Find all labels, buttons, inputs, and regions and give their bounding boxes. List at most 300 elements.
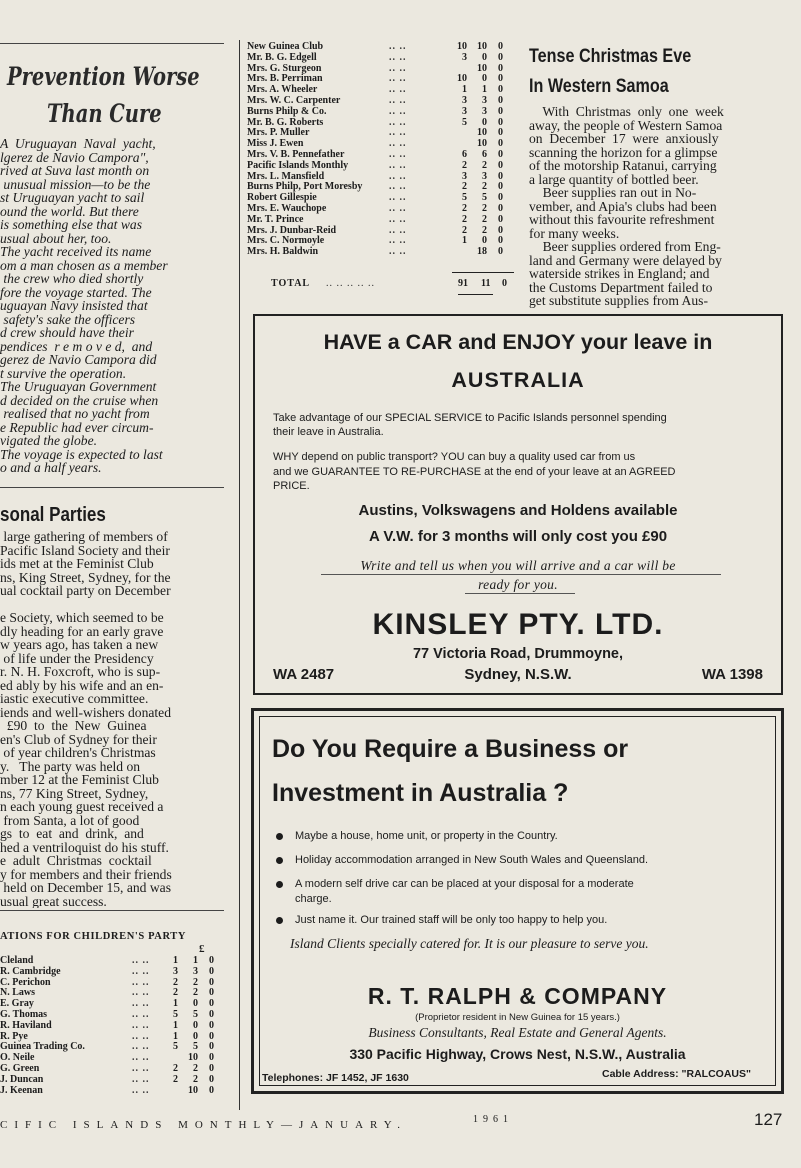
parties-text-line: £90 to the New Guinea <box>0 718 147 733</box>
car-ad-phone-left: WA 2487 <box>273 666 335 683</box>
prevention-text-line: safety's sake the officers <box>0 311 136 327</box>
bullet-text-line1: Just name it. Our trained staff will be only too happy to help you. <box>295 914 608 926</box>
amount-shillings: 0 <box>482 73 487 85</box>
samoa-text-line: With Christmas only one week <box>529 106 724 119</box>
amount-pounds: 3 <box>173 965 178 977</box>
car-ad-paragraph-1 <box>273 411 667 439</box>
amount-pence: 0 <box>209 965 214 977</box>
parties-text-line: n each young guest received a <box>0 799 164 814</box>
amount-pounds: 2 <box>462 224 467 236</box>
amount-pence: 0 <box>498 170 503 182</box>
amount-pence: 0 <box>498 159 503 171</box>
section-rule-1 <box>0 487 224 488</box>
page-number: 127 <box>754 1110 783 1129</box>
car-ad-paragraph-2-line1: WHY depend on public transport? YOU can buy a quality used car from us <box>273 451 636 463</box>
amount-pounds: 6 <box>462 148 467 160</box>
samoa-text-line: of the motorship Ratanui, carrying <box>529 158 717 173</box>
prevention-text-line: ound the world. But there <box>0 203 139 219</box>
subscriber-name: Pacific Islands Monthly <box>247 159 349 171</box>
samoa-text-line: vember, and Apia's clubs had been <box>529 198 717 214</box>
subscriber-name: J. Duncan <box>0 1073 44 1085</box>
subscriber-name: C. Perichon <box>0 976 51 988</box>
subscription-row <box>247 107 503 118</box>
leader-dots: .. .. <box>389 213 407 225</box>
section-rule-2 <box>0 910 224 911</box>
subscriber-name: Burns Philp & Co. <box>247 105 327 117</box>
subscriber-name: Mrs. A. Wheeler <box>247 84 318 96</box>
parties-text-line: held on December 15, and was <box>0 880 171 895</box>
amount-shillings: 10 <box>477 62 487 74</box>
samoa-text-line: land and Germany were delayed by <box>529 252 722 268</box>
subscriber-name: Mrs. W. C. Carpenter <box>247 94 341 106</box>
amount-shillings: 5 <box>193 1041 198 1053</box>
amount-shillings: 5 <box>482 192 487 204</box>
parties-text-line: hed a ventriloquist do his stuff. <box>0 839 169 855</box>
amount-pence: 0 <box>498 94 503 106</box>
currency-symbol: £ <box>199 943 205 955</box>
leader-dots: .. .. <box>132 1062 150 1074</box>
amount-pence: 0 <box>498 192 503 204</box>
subscriber-name: Mrs. E. Wauchope <box>247 202 327 214</box>
car-advertisement <box>253 314 783 695</box>
total-a: 91 <box>458 278 468 289</box>
leader-dots: .. .. <box>132 1019 150 1031</box>
samoa-heading-line2: In Western Samoa <box>529 76 669 97</box>
prevention-text-line: d crew should have their <box>0 325 134 340</box>
subscriber-name: Cleland <box>0 955 34 966</box>
business-ad-island-line: Island Clients specially catered for. It is our pleasure to serve you. <box>290 936 649 951</box>
subscriber-name: Mrs. V. B. Pennefather <box>247 148 345 160</box>
prevention-text-line: gerez de Navio Campora did <box>0 352 157 367</box>
amount-pence: 0 <box>498 127 503 139</box>
leader-dots: .. .. <box>132 1052 150 1064</box>
amount-pence: 0 <box>209 1041 214 1053</box>
amount-pounds: 5 <box>173 1041 178 1053</box>
amount-pence: 0 <box>209 998 214 1010</box>
bullet-text-line1: A modern self drive car can be placed at your disposal for a moderate <box>295 878 634 890</box>
subscriber-name: Mr. T. Prince <box>247 213 304 225</box>
subscription-row <box>0 1021 214 1032</box>
business-ad-headline-line1: Do You Require a Business or <box>272 735 629 763</box>
parties-text-line: y for members and their friends <box>0 866 172 882</box>
amount-shillings: 0 <box>193 998 198 1010</box>
amount-shillings: 2 <box>193 1073 198 1085</box>
amount-shillings: 2 <box>482 181 487 193</box>
amount-shillings: 2 <box>482 224 487 236</box>
car-ad-underline-1 <box>321 574 721 575</box>
car-ad-paragraph-1-line2: their leave in Australia. <box>273 426 384 438</box>
amount-pence: 0 <box>209 1019 214 1031</box>
amount-pence: 0 <box>498 181 503 193</box>
amount-pence: 0 <box>209 1062 214 1074</box>
business-ad-address: 330 Pacific Highway, Crows Nest, N.S.W., Australia <box>349 1046 686 1062</box>
prevention-article-body <box>0 137 224 475</box>
business-ad-business-line: Business Consultants, Real Estate and General Agents. <box>368 1025 667 1040</box>
car-ad-price-line: A V.W. for 3 months will only cost you £90 <box>368 528 668 545</box>
parties-article-body <box>0 530 230 908</box>
amount-pounds: 2 <box>462 213 467 225</box>
leader-dots: .. .. <box>389 127 407 139</box>
article-title-line2: Than Cure <box>47 99 162 128</box>
leader-dots: .. .. <box>389 170 407 182</box>
amount-shillings: 10 <box>477 138 487 150</box>
amount-shillings: 2 <box>482 213 487 225</box>
samoa-text-line: a large quantity of bottled beer. <box>529 171 699 187</box>
leader-dots: .. .. <box>389 224 407 236</box>
leader-dots: .. .. <box>132 1073 150 1085</box>
leader-dots: .. .. <box>132 976 150 988</box>
subscriber-name: R. Pye <box>0 1030 28 1042</box>
total-rule-top <box>452 272 514 273</box>
leader-dots: .. .. <box>389 73 407 85</box>
samoa-text-line: get substitute supplies from Aus- <box>529 293 708 308</box>
amount-pence: 0 <box>498 73 503 85</box>
car-ad-script-line2: ready for you. <box>478 577 558 592</box>
car-ad-underline-2 <box>465 593 575 594</box>
amount-pounds: 2 <box>173 987 178 999</box>
prevention-text-line: usual about her, too. <box>0 230 112 246</box>
prevention-text-line: uguayan Navy insisted that <box>0 298 148 313</box>
total-label: TOTAL <box>271 278 311 289</box>
subscriber-name: New Guinea Club <box>247 41 324 52</box>
business-ad-proprietor: (Proprietor resident in New Guinea for 15 years.) <box>415 1012 620 1023</box>
amount-pence: 0 <box>498 235 503 247</box>
total-rule-bottom <box>458 294 493 295</box>
subscriber-name: Mrs. J. Dunbar-Reid <box>247 224 337 236</box>
samoa-text-line: scanning the horizon for a glimpse <box>529 144 718 160</box>
prevention-text-line: The yacht received its name <box>0 244 152 259</box>
amount-shillings: 6 <box>482 148 487 160</box>
leader-dots: .. .. <box>389 148 407 160</box>
amount-pounds <box>160 1086 178 1097</box>
amount-pounds <box>449 128 467 139</box>
amount-pounds: 1 <box>173 1019 178 1031</box>
total-c: 0 <box>502 278 507 289</box>
amount-pounds: 5 <box>462 192 467 204</box>
business-ad-telephones: Telephones: JF 1452, JF 1630 <box>262 1072 409 1084</box>
leader-dots: .. .. <box>132 955 150 966</box>
amount-shillings: 10 <box>188 1084 198 1096</box>
leader-dots: .. .. <box>132 998 150 1010</box>
subscription-row <box>247 247 503 258</box>
amount-pounds: 2 <box>173 1062 178 1074</box>
total-leader-dots: .. .. .. .. .. <box>326 278 375 289</box>
car-ad-address-line2: Sydney, N.S.W. <box>464 666 572 683</box>
prevention-text-line: o and a half years. <box>0 460 102 475</box>
amount-pence: 0 <box>209 987 214 999</box>
amount-pence: 0 <box>498 138 503 150</box>
leader-dots: .. .. <box>389 84 407 96</box>
subscriber-name: Mr. B. G. Roberts <box>247 116 324 128</box>
footer-year: 1961 <box>473 1114 513 1125</box>
parties-text-line: ns, 77 King Street, Sydney, <box>0 785 149 801</box>
subscription-row <box>0 1075 214 1086</box>
samoa-text-line: waterside strikes in England; and <box>529 266 710 281</box>
amount-pounds: 1 <box>173 955 178 966</box>
leader-dots: .. .. <box>132 1008 150 1020</box>
car-ad-address-line1: 77 Victoria Road, Drummoyne, <box>412 646 624 662</box>
amount-pence: 0 <box>209 955 214 966</box>
amount-pence: 0 <box>498 116 503 128</box>
parties-text-line: r. N. H. Foxcroft, who is sup- <box>0 664 161 679</box>
amount-pounds <box>449 247 467 258</box>
car-ad-paragraph-2 <box>273 450 676 494</box>
prevention-text-line: om a man chosen as a member <box>0 257 168 273</box>
amount-shillings: 18 <box>477 246 487 258</box>
amount-pence: 0 <box>209 976 214 988</box>
amount-pounds: 3 <box>462 170 467 182</box>
subscriber-name: Mr. B. G. Edgell <box>247 51 317 63</box>
subscriber-name: Mrs. B. Perriman <box>247 73 323 85</box>
leader-dots: .. .. <box>389 116 407 128</box>
amount-pounds: 10 <box>457 73 467 85</box>
subscriber-name: G. Thomas <box>0 1008 48 1020</box>
amount-pence: 0 <box>209 1073 214 1085</box>
amount-shillings: 10 <box>188 1052 198 1064</box>
leader-dots: .. .. <box>132 1084 150 1096</box>
article-title-line1: Prevention Worse <box>7 62 200 91</box>
subscriber-name: Mrs. G. Sturgeon <box>247 62 322 74</box>
amount-shillings: 0 <box>482 235 487 247</box>
amount-shillings: 3 <box>193 965 198 977</box>
bullet-dot-icon <box>276 857 283 864</box>
leader-dots: .. .. <box>389 41 407 52</box>
leader-dots: .. .. <box>132 987 150 999</box>
parties-text-line: from Santa, a lot of good <box>0 812 140 828</box>
leader-dots: .. .. <box>389 138 407 150</box>
prevention-text-line: lgerez de Navio Campora", <box>0 149 149 165</box>
bullet-item <box>276 877 776 907</box>
amount-pence: 0 <box>498 41 503 52</box>
prevention-text-line: is something else that was <box>0 217 142 232</box>
parties-text-line: ids met at the Feminist Club <box>0 556 154 571</box>
parties-text-line: dly heading for an early grave <box>0 623 164 639</box>
subscription-row <box>247 53 503 64</box>
parties-text-line: ed ably by his wife and an en- <box>0 677 164 693</box>
donations-heading: ATIONS FOR CHILDREN'S PARTY <box>0 931 187 942</box>
amount-shillings: 0 <box>482 116 487 128</box>
amount-shillings: 0 <box>193 1030 198 1042</box>
prevention-text-line: pendices r e m o v e d, and <box>0 338 153 354</box>
parties-text-line: en's Club of Sydney for their <box>0 731 157 747</box>
subscriber-name: Burns Philp, Port Moresby <box>247 181 363 193</box>
car-ad-paragraph-2-line3: PRICE. <box>273 480 310 492</box>
subscriber-name: Guinea Trading Co. <box>0 1041 85 1053</box>
subscription-row <box>247 215 503 226</box>
amount-pounds: 3 <box>462 51 467 63</box>
prevention-text-line: rived at Suva last month on <box>0 163 150 178</box>
samoa-heading-line1: Tense Christmas Eve <box>529 46 692 67</box>
amount-pounds: 2 <box>462 159 467 171</box>
samoa-text-line: Beer supplies ordered from Eng- <box>529 239 721 254</box>
subscription-row <box>0 1086 214 1097</box>
amount-pounds: 3 <box>462 94 467 106</box>
prevention-text-line: e Republic had ever circum- <box>0 419 154 435</box>
samoa-text-line: without this favourite refreshment <box>529 212 715 227</box>
leader-dots: .. .. <box>389 105 407 117</box>
amount-pence: 0 <box>498 246 503 258</box>
bullet-dot-icon <box>276 917 283 924</box>
car-ad-company-name: KINSLEY PTY. LTD. <box>372 608 664 641</box>
amount-shillings: 2 <box>193 1062 198 1074</box>
subscriber-name: Mrs. H. Baldwin <box>247 246 319 258</box>
bullet-item <box>276 913 776 928</box>
amount-shillings: 3 <box>482 105 487 117</box>
prevention-text-line: t survive the operation. <box>0 365 127 381</box>
car-ad-models-line: Austins, Volkswagens and Holdens available <box>358 502 678 519</box>
business-advertisement <box>251 708 784 1094</box>
leader-dots: .. .. <box>389 192 407 204</box>
amount-pounds: 1 <box>173 1030 178 1042</box>
amount-shillings: 1 <box>482 84 487 96</box>
bullet-item <box>276 853 776 868</box>
samoa-text-line: on December 17 were anxiously <box>529 131 719 146</box>
subscriber-name: Mrs. P. Muller <box>247 127 310 139</box>
samoa-text-line: for many weeks. <box>529 225 620 241</box>
leader-dots: .. .. <box>132 1030 150 1042</box>
amount-shillings: 1 <box>193 955 198 966</box>
subscriber-name: O. Neile <box>0 1052 35 1064</box>
donations-table <box>0 956 214 1096</box>
amount-shillings: 2 <box>193 976 198 988</box>
amount-shillings: 2 <box>193 987 198 999</box>
amount-pence: 0 <box>498 51 503 63</box>
samoa-article-body <box>529 106 787 309</box>
amount-pounds: 3 <box>462 105 467 117</box>
parties-text-line: w years ago, has taken a new <box>0 637 159 652</box>
amount-pounds: 5 <box>462 116 467 128</box>
amount-pounds: 2 <box>173 1073 178 1085</box>
subscriber-name: G. Green <box>0 1062 40 1074</box>
amount-pence: 0 <box>209 1052 214 1064</box>
parties-text-line: y. The party was held on <box>0 758 141 774</box>
parties-text-line: usual great success. <box>0 893 107 908</box>
parties-text-line: Pacific Island Society and their <box>0 542 170 558</box>
prevention-text-line: fore the voyage started. The <box>0 284 152 300</box>
leader-dots: .. .. <box>389 51 407 63</box>
subscription-list-table <box>247 42 503 258</box>
leader-dots: .. .. <box>132 1041 150 1053</box>
amount-pounds: 2 <box>462 202 467 214</box>
amount-shillings: 3 <box>482 170 487 182</box>
business-ad-headline-line2: Investment in Australia ? <box>272 779 569 807</box>
amount-shillings: 0 <box>482 51 487 63</box>
subscriber-name: Robert Gillespie <box>247 192 317 204</box>
subscriber-name: R. Cambridge <box>0 965 61 977</box>
samoa-text-line: Beer supplies ran out in No- <box>529 185 697 200</box>
amount-pounds: 1 <box>173 998 178 1010</box>
subscriber-name: E. Gray <box>0 998 34 1010</box>
prevention-text-line: unusual mission—to be the <box>0 176 151 192</box>
parties-text-line: ns, King Street, Sydney, for the <box>0 569 171 585</box>
leader-dots: .. .. <box>389 159 407 171</box>
parties-text-line: iastic executive committee. <box>0 691 149 706</box>
parties-text-line: gs to eat and drink, and <box>0 826 144 841</box>
amount-pounds: 1 <box>462 235 467 247</box>
prevention-text-line: the crew who died shortly <box>0 271 144 286</box>
subscriber-name: N. Laws <box>0 987 36 999</box>
bullet-text-line1: Holiday accommodation arranged in New South Wales and Queensland. <box>295 854 649 866</box>
parties-heading: sonal Parties <box>0 504 106 526</box>
amount-shillings: 2 <box>482 202 487 214</box>
prevention-text-line: st Uruguayan yacht to sail <box>0 190 145 205</box>
amount-shillings: 10 <box>477 41 487 52</box>
parties-text-line: iends and well-wishers donated <box>0 704 172 720</box>
parties-text-line: e adult Christmas cocktail <box>0 853 152 868</box>
parties-text-line: large gathering of members of <box>0 530 168 544</box>
amount-pence: 0 <box>209 1084 214 1096</box>
total-b: 11 <box>481 278 491 289</box>
bullet-text-line1: Maybe a house, home unit, or property in the Country. <box>295 830 558 842</box>
samoa-text-line: the Customs Department failed to <box>529 279 713 295</box>
bullet-dot-icon <box>276 881 283 888</box>
parties-text-line: mber 12 at the Feminist Club <box>0 772 159 787</box>
amount-shillings: 5 <box>193 1008 198 1020</box>
parties-text-line: of year children's Christmas <box>0 745 156 760</box>
leader-dots: .. .. <box>389 62 407 74</box>
leader-dots: .. .. <box>389 94 407 106</box>
amount-pounds: 10 <box>457 41 467 52</box>
samoa-text-line: away, the people of Western Samoa <box>529 117 723 133</box>
amount-pence: 0 <box>498 224 503 236</box>
amount-pence: 0 <box>498 202 503 214</box>
prevention-text-line: realised that no yacht from <box>0 406 150 421</box>
amount-shillings: 0 <box>193 1019 198 1031</box>
subscriber-name: Mrs. L. Mansfield <box>247 170 325 182</box>
parties-text-line: of life under the Presidency <box>0 650 154 666</box>
prevention-text-line: The voyage is expected to last <box>0 446 163 462</box>
leader-dots: .. .. <box>132 965 150 977</box>
column-divider <box>239 40 240 1110</box>
subscriber-name: R. Haviland <box>0 1019 52 1031</box>
subscription-row <box>247 161 503 172</box>
amount-pence: 0 <box>498 148 503 160</box>
amount-pence: 0 <box>498 84 503 96</box>
prevention-text-line: The Uruguayan Government <box>0 379 157 394</box>
prevention-text-line: A Uruguayan Naval yacht, <box>0 137 156 151</box>
subscriber-name: J. Keenan <box>0 1084 43 1096</box>
amount-shillings: 10 <box>477 127 487 139</box>
amount-pence: 0 <box>498 62 503 74</box>
car-ad-phone-right: WA 1398 <box>701 666 763 683</box>
bullet-text-line2: charge. <box>295 893 332 905</box>
car-ad-paragraph-1-line1: Take advantage of our SPECIAL SERVICE to Pacific Islands personnel spending <box>273 412 667 424</box>
subscriber-name: Mrs. C. Normoyle <box>247 235 325 247</box>
parties-text-line <box>0 598 230 612</box>
amount-pounds: 2 <box>173 976 178 988</box>
amount-shillings: 3 <box>482 94 487 106</box>
parties-text-line: ual cocktail party on December <box>0 583 171 598</box>
bullet-item <box>276 829 776 844</box>
leader-dots: .. .. <box>389 246 407 258</box>
leader-dots: .. .. <box>389 235 407 247</box>
business-ad-bullet-list <box>276 829 776 937</box>
amount-pounds: 2 <box>462 181 467 193</box>
prevention-text-line: d decided on the cruise when <box>0 392 159 408</box>
business-ad-cable: Cable Address: "RALCOAUS" <box>601 1068 751 1080</box>
car-ad-headline-line2: AUSTRALIA <box>451 368 585 392</box>
subscriber-name: Miss J. Ewen <box>247 138 304 150</box>
leader-dots: .. .. <box>389 181 407 193</box>
car-ad-headline-line1: HAVE a CAR and ENJOY your leave in <box>323 330 713 354</box>
top-rule-left <box>0 43 224 44</box>
amount-pounds: 1 <box>462 84 467 96</box>
amount-pence: 0 <box>209 1008 214 1020</box>
amount-pence: 0 <box>209 1030 214 1042</box>
car-ad-script-line1: Write and tell us when you will arrive and a car will be <box>360 558 676 573</box>
prevention-text-line: vigated the globe. <box>0 433 98 448</box>
leader-dots: .. .. <box>389 202 407 214</box>
